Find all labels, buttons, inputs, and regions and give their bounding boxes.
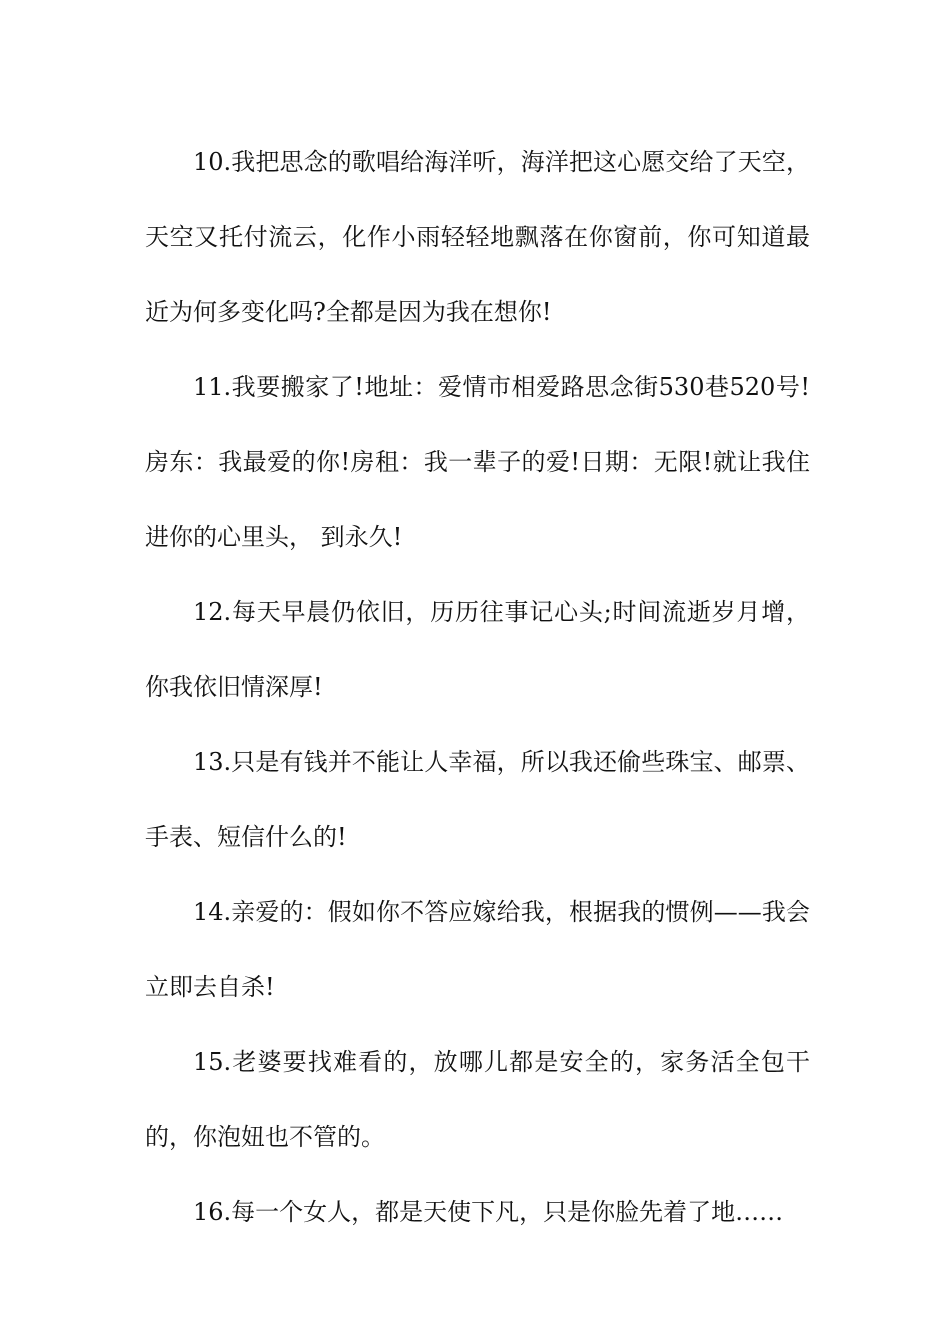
document-body (145, 125, 810, 1250)
paragraph-14: 14.亲爱的：假如你不答应嫁给我，根据我的惯例——我会立即去自杀! (145, 898, 810, 1001)
paragraph-13: 13.只是有钱并不能让人幸福，所以我还偷些珠宝、邮票、手表、短信什么的! (145, 748, 810, 851)
paragraph-11: 11.我要搬家了!地址：爱情市相爱路思念街530巷520号!房东：我最爱的你!房租：我一辈子的爱!日期：无限!就让我住进你的心里头， 到永久! (145, 373, 810, 551)
paragraph-10: 10.我把思念的歌唱给海洋听，海洋把这心愿交给了天空，天空又托付流云，化作小雨轻轻地飘落在你窗前，你可知道最近为何多变化吗?全都是因为我在想你! (145, 148, 810, 326)
paragraph-16: 16.每一个女人，都是天使下凡，只是你脸先着了地…… (193, 1198, 784, 1226)
paragraph-12: 12.每天早晨仍依旧，历历往事记心头;时间流逝岁月增，你我依旧情深厚! (145, 598, 810, 701)
paragraph-15: 15.老婆要找难看的，放哪儿都是安全的，家务活全包干的，你泡妞也不管的。 (145, 1048, 810, 1151)
